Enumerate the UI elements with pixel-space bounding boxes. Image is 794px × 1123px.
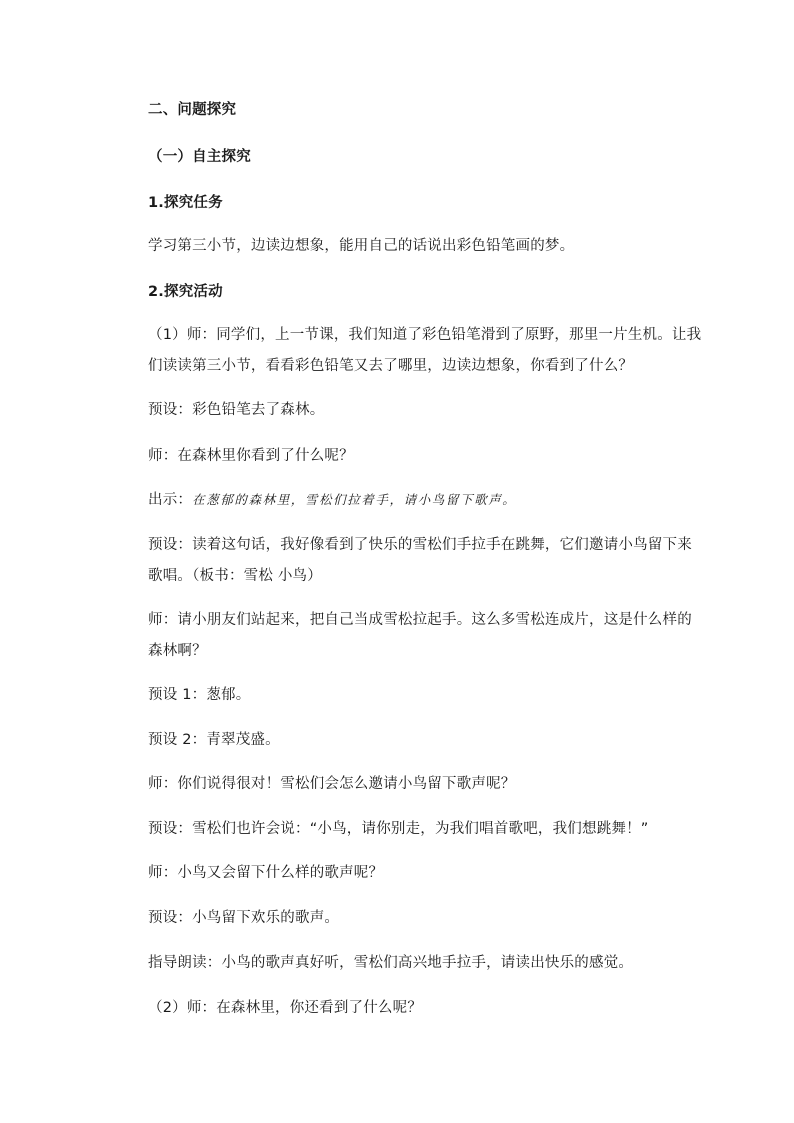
paragraph-8: 预设 2：青翠茂盛。 — [148, 732, 280, 748]
task-heading: 1.探究任务 — [148, 195, 223, 211]
subsection-title: （一）自主探究 — [148, 149, 251, 165]
section-title: 二、问题探究 — [148, 102, 237, 118]
paragraph-1-line-2: 们读读第三小节，看看彩色铅笔又去了哪里，边读边想象，你看到了什么？ — [148, 358, 634, 374]
paragraph-14: （2）师：在森林里，你还看到了什么呢？ — [148, 1000, 423, 1016]
paragraph-10: 预设：雪松们也许会说：“小鸟，请你别走，为我们唱首歌吧，我们想跳舞！” — [148, 821, 649, 837]
display-label: 出示： — [148, 492, 193, 508]
display-quote: 在葱郁的森林里，雪松们拉着手，请小鸟留下歌声。 — [192, 492, 517, 507]
paragraph-5-line-2: 歌唱。（板书：雪松 小鸟） — [148, 568, 322, 584]
paragraph-11: 师：小鸟又会留下什么样的歌声呢？ — [148, 865, 384, 881]
activity-heading: 2.探究活动 — [148, 284, 223, 300]
paragraph-6-line-1: 师：请小朋友们站起来，把自己当成雪松拉起手。这么多雪松连成片，这是什么样的 — [148, 612, 692, 628]
paragraph-1-line-1: （1）师：同学们，上一节课，我们知道了彩色铅笔滑到了原野，那里一片生机。让我 — [148, 327, 702, 343]
paragraph-9: 师：你们说得很对！雪松们会怎么邀请小鸟留下歌声呢？ — [148, 776, 516, 792]
paragraph-2: 预设：彩色铅笔去了森林。 — [148, 402, 325, 418]
paragraph-13: 指导朗读：小鸟的歌声真好听，雪松们高兴地手拉手，请读出快乐的感觉。 — [148, 955, 634, 971]
paragraph-4 — [148, 490, 516, 510]
paragraph-6-line-2: 森林啊？ — [148, 643, 207, 659]
paragraph-12: 预设：小鸟留下欢乐的歌声。 — [148, 910, 340, 926]
paragraph-3: 师：在森林里你看到了什么呢？ — [148, 448, 354, 464]
paragraph-5-line-1: 预设：读着这句话，我好像看到了快乐的雪松们手拉手在跳舞，它们邀请小鸟留下来 — [148, 537, 692, 553]
paragraph-7: 预设 1：葱郁。 — [148, 687, 251, 703]
task-text: 学习第三小节，边读边想象，能用自己的话说出彩色铅笔画的梦。 — [148, 238, 575, 254]
